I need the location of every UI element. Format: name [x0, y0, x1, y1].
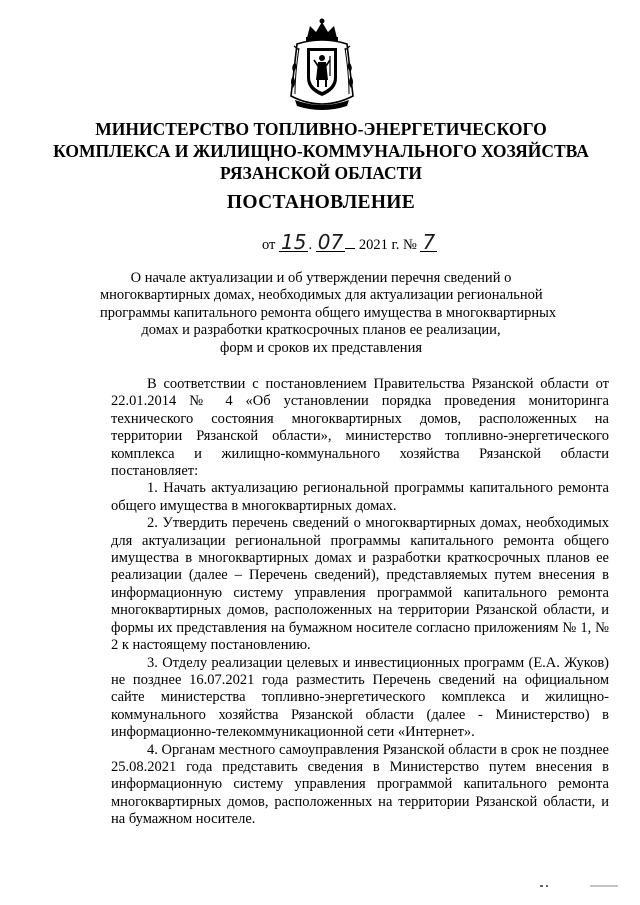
ministry-title-line: РЯЗАНСКОЙ ОБЛАСТИ [220, 163, 422, 183]
document-type-heading: ПОСТАНОВЛЕНИЕ [226, 192, 416, 213]
clause-3: 3. Отделу реализации целевых и инвестиционных программ (Е.А. Жуков) не позднее 16.07.2021 года разместить Перечень сведений на официальном сайте министерства топливно-энергетического комплекса и жилищно-коммунального хозяйства Рязанской области (далее - Министерство) в информационно-телекоммуникационной сети «Интернет». [111, 654, 609, 741]
ministry-title-line: КОМПЛЕКСА И ЖИЛИЩНО-КОММУНАЛЬНОГО ХОЗЯЙСТВА [53, 141, 589, 161]
ministry-title-line: МИНИСТЕРСТВО ТОПЛИВНО-ЭНЕРГЕТИЧЕСКОГО [95, 119, 547, 139]
date-prefix: от [262, 237, 276, 253]
clause-4: 4. Органам местного самоуправления Рязанской области в срок не позднее 25.08.2021 года представить сведения в Министерство путем внесения в информационную систему управления программой капитального ремонта многоквартирных домов, расположенных на территории Рязанской области, и на бумажном носителе. [111, 741, 609, 828]
subject-line: программы капитального ремонта общего имущества в многоквартирных [100, 304, 557, 321]
document-body [111, 376, 609, 829]
date-year-text: 2021 г. № [358, 237, 417, 253]
ministry-title [40, 118, 602, 184]
footer-scan-mark [540, 884, 620, 888]
preamble-paragraph: В соответствии с постановлением Правительства Рязанской области от 22.01.2014 № 4 «Об установлении порядка проведения мониторинга технического состояния многоквартирных домов, расположенных на территории Рязанской области», министерство топливно-энергетического комплекса и жилищно-коммунального хозяйства Рязанской области постановляет: [111, 376, 609, 480]
subject-line: форм и сроков их представления [220, 339, 422, 356]
subject-line: О начале актуализации и об утверждении перечня сведений о [130, 270, 512, 286]
coat-of-arms-emblem [285, 16, 359, 114]
document-subject [100, 270, 557, 357]
clause-1: 1. Начать актуализацию региональной программы капитального ремонта общего имущества в многоквартирных домах. [111, 480, 609, 514]
subject-line: домах и разработки краткосрочных планов ее реализации, [141, 322, 501, 339]
subject-line: многоквартирных домах, необходимых для актуализации региональной [100, 287, 543, 304]
handwritten-month: 07 [317, 230, 344, 254]
clause-2: 2. Утвердить перечень сведений о многоквартирных домах, необходимых для актуализации региональной программы капитального ремонта общего имущества в многоквартирных домах и разработки краткосрочных планов ее реализации (далее – Перечень сведений), представляемых путем внесения в информационную систему управления программой капитального ремонта многоквартирных домов, расположенных на территории Рязанской области, и формы их представления на бумажном носителе согласно приложениям № 1, № 2 к настоящему постановлению. [111, 515, 609, 654]
handwritten-number: 7 [422, 230, 436, 254]
document-date-line: от 15 . 07 2021 г. № 7 [262, 230, 436, 254]
handwritten-day: 15 [281, 230, 307, 254]
